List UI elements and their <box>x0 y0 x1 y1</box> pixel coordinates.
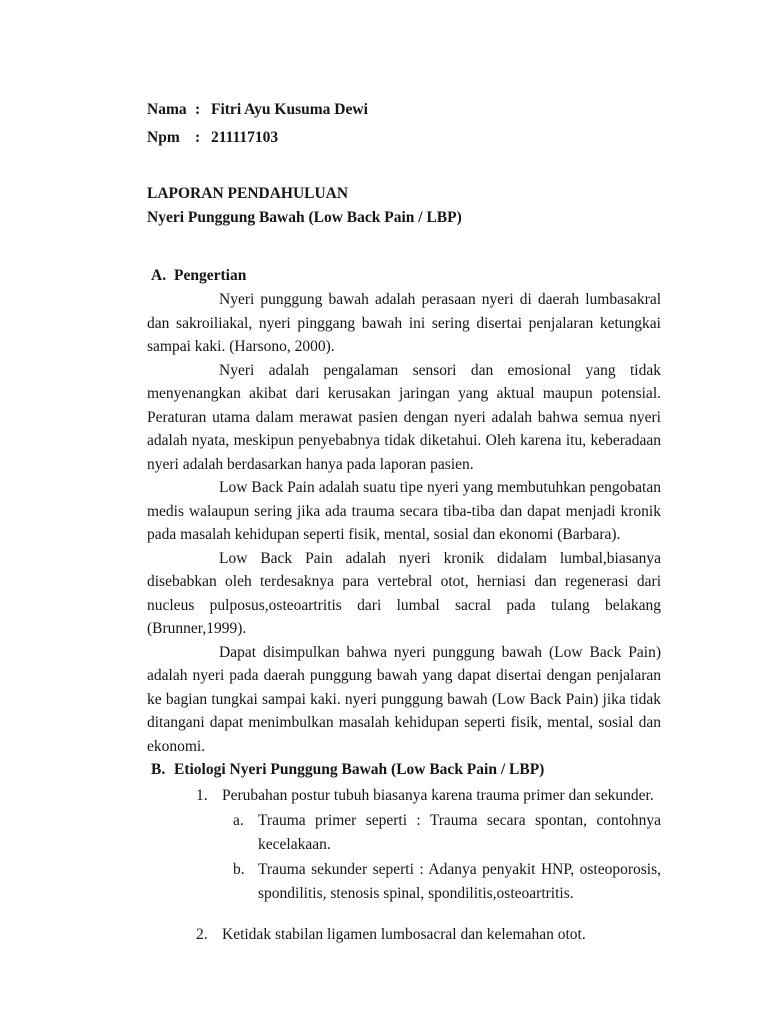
author-name-row <box>147 96 661 124</box>
sub-item-b-text: Trauma sekunder seperti : Adanya penyakit HNP, osteoporosis, spondilitis, stenosis spinal, spondilitis,osteoartritis. <box>258 860 661 902</box>
list-item-1 <box>196 784 661 907</box>
list-item-1-body <box>222 784 661 907</box>
npm-colon: : <box>195 129 201 146</box>
name-label: Nama <box>147 101 187 118</box>
sub-item-a <box>233 809 661 858</box>
sub-item-a-letter: a. <box>233 811 244 829</box>
paragraph-conclusion: Dapat disimpulkan bahwa nyeri punggung bawah (Low Back Pain) adalah nyeri pada daerah punggung bawah yang dapat disertai dengan penjalaran ke bagian tungkai sampai kaki. nyeri punggung bawah (Low Back Pain) jika tidak ditangani dapat menimbulkan masalah kehidupan seperti fisik, mental, sosial dan ekonomi. <box>147 643 661 755</box>
section-a-label: A. <box>151 267 167 284</box>
list-item-2-body <box>222 923 661 948</box>
name-value: Fitri Ayu Kusuma Dewi <box>211 101 368 118</box>
paragraph-definition-1: Nyeri punggung bawah adalah perasaan nyeri di daerah lumbasakral dan sakroiliakal, nyeri pinggang bawah ini sering disertai penjalaran ketungkai sampai kaki. (Harsono, 2000). <box>147 291 661 355</box>
paragraph-definition-4: Low Back Pain adalah nyeri kronik didalam lumbal,biasanya disebabkan oleh terdesaknya para vertebral otot, herniasi dan regenerasi dari nucleus pulposus,osteoartritis dari lumbal sacral pada tulang belakang (Brunner,1999). <box>147 549 661 637</box>
list-item-1-number: 1. <box>196 787 208 804</box>
list-item-2 <box>196 923 661 948</box>
list-item-1-text: Perubahan postur tubuh biasanya karena trauma primer dan sekunder. <box>222 787 654 804</box>
section-a-heading <box>151 264 661 288</box>
paragraph-definition-3: Low Back Pain adalah suatu tipe nyeri yang membutuhkan pengobatan medis walaupun sering jika ada trauma secara tiba-tiba dan dapat menjadi kronik pada masalah kehidupan seperti fisik, mental, sosial dan ekonomi (Barbara). <box>147 479 661 543</box>
section-b-label: B. <box>151 761 166 778</box>
section-b-heading <box>151 758 661 782</box>
document-subtitle: Nyeri Punggung Bawah (Low Back Pain / LBP) <box>147 209 462 226</box>
section-b-title: Etiologi Nyeri Punggung Bawah (Low Back Pain / LBP) <box>174 761 545 778</box>
sub-item-a-text: Trauma primer seperti : Trauma secara spontan, contohnya kecelakaan. <box>258 811 661 853</box>
author-block <box>147 96 661 152</box>
sub-item-b <box>233 858 661 907</box>
section-a-title: Pengertian <box>174 267 247 284</box>
author-npm-row <box>147 124 661 152</box>
name-colon: : <box>195 101 201 118</box>
paragraph-definition-2: Nyeri adalah pengalaman sensori dan emosional yang tidak menyenangkan akibat dari kerusakan jaringan yang aktual maupun potensial. Peraturan utama dalam merawat pasien dengan nyeri adalah bahwa semua nyeri adalah nyata, meskipun penyebabnya tidak diketahui. Oleh karena itu, keberadaan nyeri adalah berdasarkan hanya pada laporan pasien. <box>147 361 661 473</box>
list-item-2-text: Ketidak stabilan ligamen lumbosacral dan kelemahan otot. <box>222 925 586 943</box>
document-title: LAPORAN PENDAHULUAN <box>147 185 349 202</box>
list-item-2-number: 2. <box>196 925 208 943</box>
npm-label: Npm <box>147 129 180 146</box>
npm-value: 211117103 <box>211 129 279 146</box>
sub-item-b-letter: b. <box>233 860 245 878</box>
